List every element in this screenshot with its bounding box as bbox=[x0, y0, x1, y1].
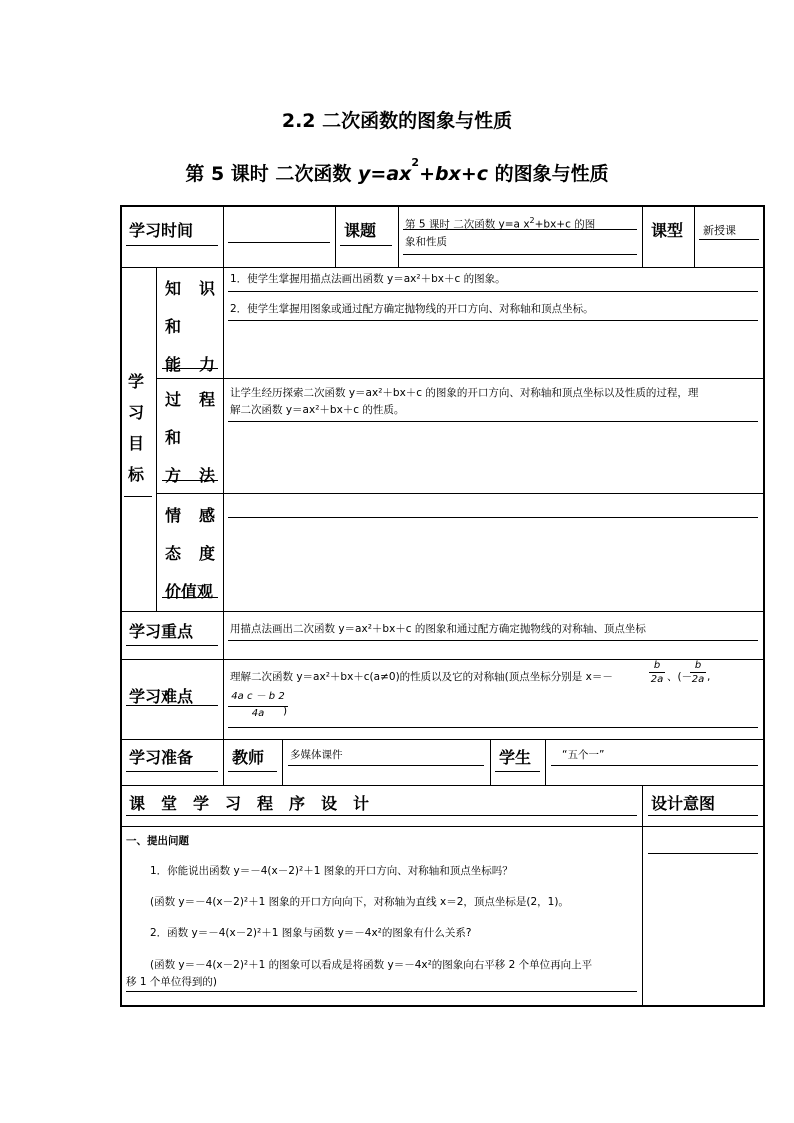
process-line: 让学生经历探索二次函数 y＝ax²＋bx＋c 的图象的开口方向、对称轴和顶点坐标以及性质的过程，理 bbox=[230, 387, 699, 399]
difficulty-mid: 、(－ bbox=[667, 671, 693, 683]
student-value: “五个一” bbox=[562, 749, 605, 761]
teacher-label: 教师 bbox=[232, 748, 265, 767]
label-char: 知 bbox=[165, 279, 182, 298]
topic-value-c: 象和性质 bbox=[405, 235, 447, 248]
fraction-denominator: 2a bbox=[691, 674, 705, 685]
label-char: 和 bbox=[165, 317, 182, 336]
student-label: 学生 bbox=[499, 748, 532, 767]
design-title: 课 堂 学 习 程 序 设 计 bbox=[129, 794, 370, 813]
difficulty-comma: , bbox=[707, 671, 711, 683]
label-char: 识 bbox=[198, 279, 215, 298]
answer-1: (函数 y＝－4(x－2)²＋1 图象的开口方向向下，对称轴为直线 x＝2，顶点坐标是(2，1)。 bbox=[150, 896, 569, 908]
key-point-text: 用描点法画出二次函数 y＝ax²＋bx＋c 的图象和通过配方确定抛物线的对称轴、顶点坐标 bbox=[230, 623, 646, 635]
lesson-formula-b: +bx+c bbox=[419, 163, 489, 185]
label-char: 程 bbox=[198, 390, 215, 409]
section-title: 2.2 二次函数的图象与性质 bbox=[281, 110, 513, 132]
label-char: 能 bbox=[165, 355, 182, 374]
label-char: 感 bbox=[198, 506, 215, 525]
label-char: 过 bbox=[165, 390, 182, 409]
knowledge-item: 2．使学生掌握用图象或通过配方确定抛物线的开口方向、对称轴和顶点坐标。 bbox=[230, 303, 594, 315]
topic-value-b: +bx+c 的图 bbox=[534, 218, 596, 231]
fraction-2 bbox=[690, 659, 706, 686]
difficulty-text: 理解二次函数 y＝ax²＋bx＋c(a≠0)的性质以及它的对称轴(顶点坐标分别是 x＝－ bbox=[230, 671, 613, 683]
fraction-numerator: b bbox=[653, 660, 661, 671]
answer-2-line-1: (函数 y＝－4(x－2)²＋1 的图象可以看成是将函数 y＝－4x²的图象向右平移 2 个单位再向上平 bbox=[150, 959, 593, 971]
knowledge-item: 1．使学生掌握用描点法画出函数 y＝ax²＋bx＋c 的图象。 bbox=[230, 273, 506, 285]
goals-side-char: 标 bbox=[128, 465, 145, 484]
answer-2-line-2: 移 1 个单位得到的) bbox=[126, 976, 217, 988]
fraction-3 bbox=[228, 690, 288, 721]
knowledge-label bbox=[165, 270, 215, 384]
label-char: 方 bbox=[165, 466, 182, 485]
fraction-denominator: 2a bbox=[650, 674, 664, 685]
goals-side-char: 习 bbox=[128, 403, 145, 422]
label-char: 法 bbox=[198, 466, 215, 485]
question-1: 1．你能说出函数 y＝－4(x－2)²＋1 图象的开口方向、对称轴和顶点坐标吗？ bbox=[150, 865, 513, 877]
label-char: 度 bbox=[198, 544, 215, 563]
type-label: 课型 bbox=[651, 221, 684, 240]
lesson-prefix: 第 5 课时 二次函数 bbox=[185, 163, 359, 185]
difficulty-label: 学习难点 bbox=[129, 687, 194, 706]
type-value: 新授课 bbox=[703, 224, 736, 237]
label-char: 情 bbox=[165, 506, 182, 525]
process-line: 解二次函数 y＝ax²＋bx＋c 的性质。 bbox=[230, 404, 405, 416]
prep-label: 学习准备 bbox=[129, 748, 194, 767]
label-char: 态 bbox=[165, 544, 182, 563]
lesson-formula-sup: 2 bbox=[411, 156, 420, 169]
topic-value-a: 第 5 课时 二次函数 y=a x bbox=[405, 218, 530, 231]
question-2: 2．函数 y＝－4(x－2)²＋1 图象与函数 y＝－4x²的图象有什么关系? bbox=[150, 927, 472, 939]
lesson-title bbox=[0, 156, 794, 186]
label-char: 力 bbox=[198, 355, 215, 374]
goals-side-label bbox=[128, 366, 144, 490]
difficulty-close: ) bbox=[283, 705, 288, 717]
emotion-label bbox=[165, 497, 215, 611]
label-char: 价值观 bbox=[165, 582, 214, 601]
topic-label: 课题 bbox=[344, 221, 377, 240]
topic-value-sup: 2 bbox=[529, 216, 535, 225]
teacher-value: 多媒体课件 bbox=[290, 749, 343, 761]
fraction-1 bbox=[649, 659, 665, 686]
goals-side-char: 目 bbox=[128, 434, 145, 453]
lesson-suffix: 的图象与性质 bbox=[488, 163, 609, 185]
topic-value bbox=[405, 212, 595, 251]
process-text bbox=[230, 385, 760, 419]
lesson-formula-a: y=ax bbox=[358, 163, 412, 185]
section-heading: 一、提出问题 bbox=[126, 835, 189, 847]
process-label bbox=[165, 381, 215, 495]
fraction-denominator: 4a bbox=[228, 706, 288, 721]
fraction-numerator: b bbox=[694, 660, 702, 671]
goals-side-char: 学 bbox=[128, 372, 145, 391]
intent-label: 设计意图 bbox=[651, 794, 716, 813]
fraction-numerator: 4a c － b 2 bbox=[231, 691, 285, 702]
key-point-label: 学习重点 bbox=[129, 622, 194, 641]
label-char: 和 bbox=[165, 428, 182, 447]
study-time-label: 学习时间 bbox=[129, 221, 194, 240]
